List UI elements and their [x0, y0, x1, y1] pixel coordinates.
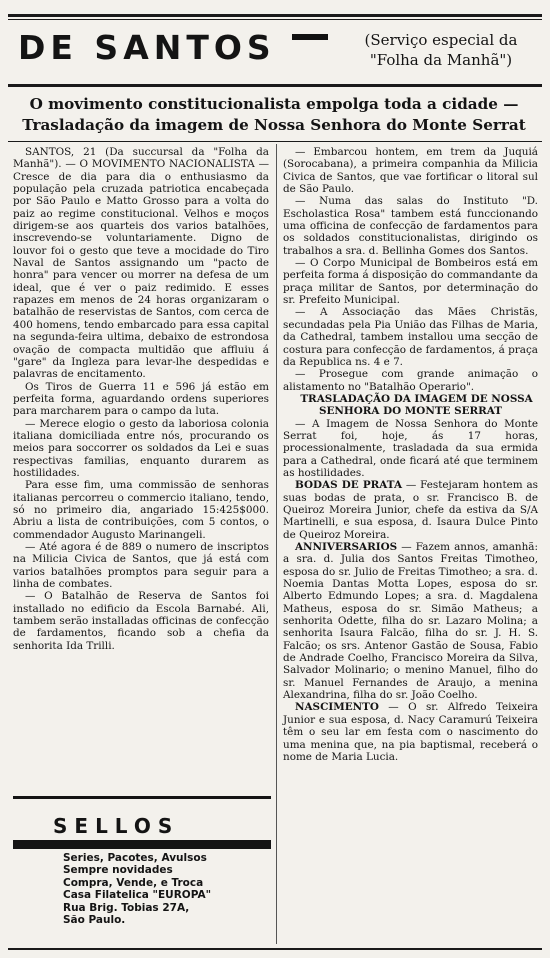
section-heading-anniversarios: ANNIVERSARIOS [295, 541, 398, 553]
article-paragraph: — Embarcou hontem, em trem da Juquiá (Sorocabana), a primeira companhia da Milicia Civica de Santos, que vae fortificar o litoral sul de São Paulo. [283, 146, 538, 196]
service-line-1: (Serviço especial da [364, 31, 518, 49]
article-paragraph: — A Imagem de Nossa Senhora do Monte Serrat foi, hoje, ás 17 horas, processionalmente, trasladada da sua ermida para a Cathedral, onde ficará até que terminem as hostilidades. [283, 417, 538, 479]
section-heading-trasladacao: TRASLADAÇÃO DA IMAGEM DE NOSSA SENHORA DO MONTE SERRAT [300, 392, 533, 418]
sellos-advertisement [13, 796, 271, 948]
sellos-line: Compra, Vende, e Troca [63, 876, 204, 889]
headline: O movimento constitucionalista empolga toda a cidade — Trasladação da imagem de Nossa Senhora do Monte Serrat [22, 95, 526, 134]
sellos-title: SELLOS [53, 814, 180, 838]
sellos-bar [13, 840, 271, 849]
sellos-line: Sempre novidades [63, 864, 173, 877]
bottom-rule [8, 948, 542, 950]
article-text: — Festejaram hontem as suas bodas de prata, o sr. Francisco B. de Queiroz Moreira Junior, chefe da estiva da S/A Martinelli, e sua esposa, d. Isaura Dulce Pinto de Queiroz Moreira. [283, 479, 538, 541]
service-line-2: "Folha da Manhã") [369, 51, 513, 69]
sellos-line: São Paulo. [63, 914, 126, 927]
top-rule-thin [8, 19, 542, 20]
article-paragraph: — Merece elogio o gesto da laboriosa colonia italiana domiciliada entre nós, procurando os meios para soccorrer os soldados da Lei e suas respectivas familias, enquanto durarem as hostilidades. [13, 417, 269, 479]
left-column [13, 146, 269, 652]
sellos-top-bar [13, 796, 271, 799]
article-paragraph: — Numa das salas do Instituto "D. Escholastica Rosa" tambem está funccionando uma officina de confecção de fardamentos para os soldados constitucionalistas, dirigindo os trabalhos a sra. d. Bellinha Gomes dos Santos. [283, 195, 538, 257]
masthead-title: DE SANTOS [18, 28, 276, 67]
top-rule [8, 14, 542, 17]
article-paragraph: — O Batalhão de Reserva de Santos foi installado no edificio da Escola Barnabé. Ali, tambem serão installadas officinas de confecção de fardamentos, ficando sob a chefia da senhorita Ida Trilli. [13, 590, 269, 652]
article-paragraph: — A Associação das Mães Christãs, secundadas pela Pia União das Filhas de Maria, da Cathedral, tambem installou uma secção de costura para confecção de fardamentos, á praça da Republica ns. 4 e 7. [283, 306, 538, 368]
article-paragraph: — Até agora é de 889 o numero de inscriptos na Milicia Civica de Santos, que já está com varios batalhões promptos para seguir para a linha de combates. [13, 541, 269, 591]
article-text: — O sr. Alfredo Teixeira Junior e sua esposa, d. Nacy Caramurú Teixeira têm o seu lar em festa com o nascimento do uma menina que, na pia baptismal, receberá o nome de Maria Lucia. [283, 701, 538, 763]
headline-bottom-rule [8, 141, 542, 142]
sellos-line: Rua Brig. Tobias 27A, [63, 901, 190, 914]
masthead-dash [292, 34, 328, 40]
article-paragraph: — O Corpo Municipal de Bombeiros está em perfeita forma á disposição do commandante da praça militar de Santos, por determinação do sr. Prefeito Municipal. [283, 257, 538, 307]
masthead [10, 24, 545, 80]
article-text: — Fazem annos, amanhã: a sra. d. Julia dos Santos Freitas Timotheo, esposa do sr. Julio de Freitas Timotheo; a sra. d. Noemia Dantas Motta Lopes, esposa do sr. Alberto Edmundo Lopes; a sra. d. Magdalena Matheus, esposa do sr. Simão Matheus; a senhorita Odette, filha do sr. Lazaro Molina; a senhorita Isaura Falcão, filha do sr. J. H. S. Falcão; os srs. Antenor Gastão de Sousa, Fabio de Andrade Coelho, Francisco Moreira da Silva, Salvador Molinario; o menino Manuel, filho do sr. Manuel Fernandes de Araujo, a menina Alexandrina, filha do sr. João Coelho. [283, 541, 538, 702]
right-column [283, 146, 538, 763]
article-paragraph: Para esse fim, uma commissão de senhoras italianas percorreu o commercio italiano, tendo, só no primeiro dia, angariado 15:425$000. Abriu a lista de contribuições, com 5 contos, o commendador Augusto Marinangeli. [13, 479, 269, 541]
article-paragraph: SANTOS, 21 (Da succursal da "Folha da Manhã"). — O MOVIMENTO NACIONALISTA — Cresce de dia para dia o enthusiasmo da população pela cruzada patriotica encabeçada por São Paulo e Matto Grosso para a volta do paiz ao regime constitucional. Velhos e moços dirigem-se aos quarteis dos varios batalhões, inscrevendo-se voluntariamente. Digno de louvor foi o gesto que teve a mocidade do Tiro Naval de Santos assignando um "pacto de honra" para vencer ou morrer na defesa de um ideal, que é ver o paiz redimido. E esses rapazes em menos de 24 horas organizaram o batalhão de reservistas de Santos, com cerca de 400 homens, tendo embarcado para essa capital na segunda-feira ultima, debaixo de estrondosa ovação de compacta multidão que affluiu á "gare" da Ingleza para levar-lhe despedidas e palavras de encitamento. [13, 146, 269, 381]
sellos-text [63, 852, 273, 926]
column-separator [276, 144, 277, 944]
masthead-bottom-rule [8, 84, 542, 87]
masthead-service-credit [341, 30, 541, 70]
sellos-line: Series, Pacotes, Avulsos [63, 852, 207, 864]
article-paragraph: Os Tiros de Guerra 11 e 596 já estão em perfeita forma, aguardando ordens superiores para marcharem para o campo da luta. [13, 380, 269, 418]
article-paragraph: — Prosegue com grande animação o alistamento no "Batalhão Operario". [283, 368, 538, 393]
section-heading-nascimento: NASCIMENTO [295, 701, 379, 714]
section-heading-bodas: BODAS DE PRATA [295, 479, 403, 492]
sellos-line: Casa Filatelica "EUROPA" [63, 889, 212, 902]
